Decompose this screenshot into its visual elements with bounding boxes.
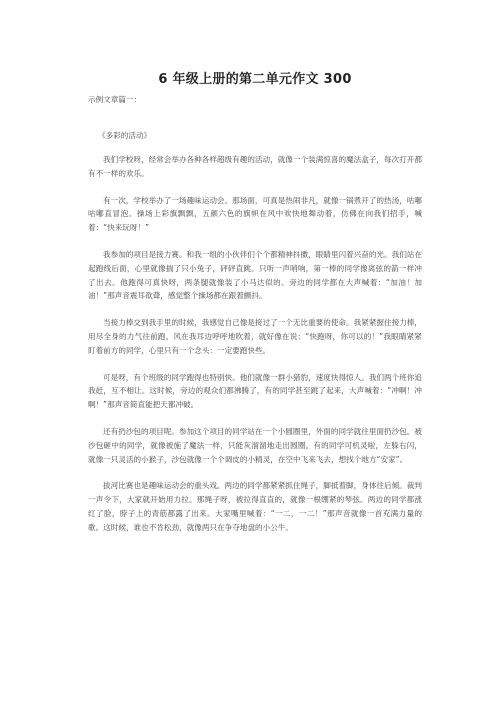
paragraph: 有一次，学校举办了一场趣味运动会。那场面，可真是热闹非凡，就像一锅煮开了的热汤，咕嘟咕嘟直冒泡。操场上彩旗飘飘，五颜六色的旗帜在风中欢快地舞动着，仿佛在向我们招手，喊着：“快来玩呀！”: [88, 195, 422, 233]
paragraph: 我们学校呀，经常会举办各种各样超级有趣的活动，就像一个装满惊喜的魔法盒子，每次打开都有不一样的欢乐。: [88, 155, 422, 178]
essay-title: 《多彩的活动》: [98, 131, 152, 140]
paragraph: 还有扔沙包的项目呢。参加这个项目的同学站在一个小圆圈里，外面的同学就往里面扔沙包。被沙包砸中的同学，就像被施了魔法一样，只能灰溜溜地走出圆圈。有的同学可机灵啦，左躲右闪，就像一只灵活的小猴子，沙包就像一个个调皮的小精灵，在空中飞来飞去，想找个地方“安家”。: [88, 426, 422, 464]
paragraph: 当接力棒交到我手里的时候，我感觉自己像是接过了一个无比重要的使命。我紧紧握住接力棒，用尽全身的力气往前跑。风在我耳边呼呼地吹着，就好像在说：“快跑呀，你可以的！”我眼睛紧紧盯着前方的同学，心里只有一个念头：一定要跑快些。: [88, 318, 422, 355]
document-subtitle: 示例文章篇一：: [88, 95, 142, 104]
paragraph: 我参加的项目是接力赛。和我一组的小伙伴们个个都精神抖擞，眼睛里闪着兴奋的光。我们站在起跑线后面，心里就像揣了只小兔子，砰砰直跳。只听一声哨响，第一棒的同学像离弦的箭一样冲了出去。他跑得可真快呀，两条腿就像装了小马达似的。旁边的同学都在大声喊着：“加油！加油！”那声音震耳欲聋，感觉整个操场都在跟着颤抖。: [88, 249, 422, 301]
document-title: 6 年级上册的第二单元作文 300: [158, 72, 352, 87]
paragraph: 可是呀，有个班级的同学跑得也特别快。他们就像一群小猎豹，速度快得惊人。我们两个班你追我赶，互不相让。这时候，旁边的观众们都沸腾了，有的同学甚至跳了起来，大声喊着：“冲啊！冲啊！”那声音简直能把天都冲破。: [88, 372, 422, 410]
paragraph: 拔河比赛也是趣味运动会的重头戏。两边的同学都紧紧抓住绳子，脚抵着脚，身体往后倾。裁判一声令下，大家就开始用力拉。那绳子呀，被拉得直直的，就像一根绷紧的琴弦。两边的同学都涨红了脸，脖子上的青筋都露了出来。大家嘴里喊着：“一二，一二！”那声音就像一首充满力量的歌。这时候，谁也不肯松劲，就像两只在争夺地盘的小公牛。: [88, 481, 422, 532]
